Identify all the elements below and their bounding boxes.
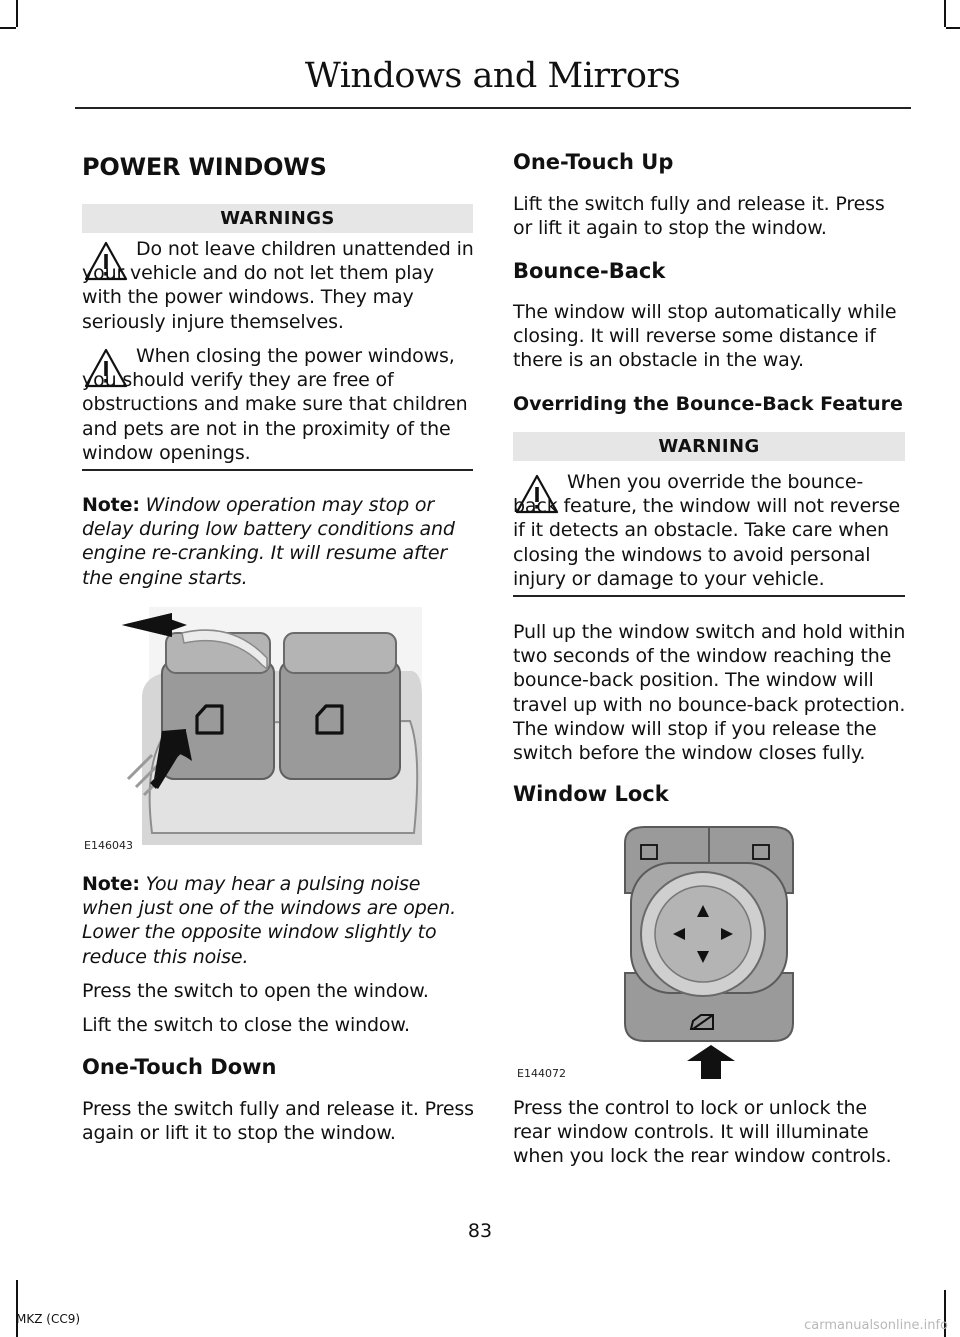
subsection-title: One-Touch Down	[82, 1055, 277, 1079]
window-lock-control-illustration	[621, 823, 797, 1081]
body-paragraph: Press the control to lock or unlock the rear window controls. It will illuminate when you lock the rear window controls.	[513, 1097, 892, 1168]
warning-text: When closing the power windows, you should verify they are free of obstructions and make sure that children and pets are not in the proximity of the window openings.	[82, 345, 468, 464]
body-paragraph: Pull up the window switch and hold within two seconds of the window reaching the bounce-back position. The window will travel up with no bounce-back protection. The window will stop if you release the switch before the window closes fully.	[513, 621, 906, 765]
note-text: You may hear a pulsing noise when just one of the windows are open. Lower the opposite window slightly to reduce this noise.	[82, 873, 456, 968]
warning-text: Do not leave children unattended in your vehicle and do not let them play with the power windows. They may seriously injure themselves.	[82, 238, 474, 333]
subsection-title: One-Touch Up	[513, 150, 674, 174]
note-paragraph	[82, 872, 475, 969]
figure-id: E146043	[84, 839, 133, 852]
header-divider	[75, 107, 911, 109]
figure-id: E144072	[517, 1067, 566, 1080]
watermark[interactable]: carmanualsonline.info	[804, 1318, 948, 1333]
warning-text: When you override the bounce-back feature, the window will not reverse if it detects an obstacle. Take care when closing the windows to avoid personal injury or damage to your vehicle.	[513, 471, 901, 590]
subsection-title: Window Lock	[513, 782, 669, 806]
note-text: Window operation may stop or delay during low battery conditions and engine re-cranking. It will resume after the engine starts.	[82, 494, 455, 589]
body-paragraph: Press the switch to open the window.	[82, 980, 429, 1002]
note-label: Note:	[82, 494, 140, 516]
warning-divider	[513, 595, 905, 597]
model-code: MKZ (CC9)	[16, 1312, 81, 1326]
page-number: 83	[467, 1220, 493, 1242]
page-header-title: Windows and Mirrors	[304, 56, 681, 96]
body-paragraph: Lift the switch fully and release it. Press or lift it again to stop the window.	[513, 193, 885, 240]
crop-mark	[0, 27, 16, 29]
warnings-banner: WARNINGS	[82, 204, 473, 233]
body-paragraph: The window will stop automatically while closing. It will reverse some distance if there is an obstacle in the way.	[513, 301, 897, 372]
warning-banner: WARNING	[513, 432, 905, 461]
warning-divider	[82, 469, 473, 471]
body-paragraph: Lift the switch to close the window.	[82, 1014, 410, 1036]
crop-mark	[16, 0, 18, 27]
crop-mark	[944, 0, 946, 27]
subsection-title: Bounce-Back	[513, 259, 666, 283]
rear-window-switch-illustration	[82, 603, 422, 853]
section-title: POWER WINDOWS	[82, 153, 327, 181]
body-paragraph: Press the switch fully and release it. Press again or lift it to stop the window.	[82, 1098, 474, 1145]
subsection-title: Overriding the Bounce-Back Feature	[513, 393, 903, 415]
note-paragraph	[82, 493, 475, 590]
note-label: Note:	[82, 873, 140, 895]
crop-mark	[16, 1280, 18, 1337]
crop-mark	[946, 27, 960, 29]
page-header	[75, 56, 910, 96]
